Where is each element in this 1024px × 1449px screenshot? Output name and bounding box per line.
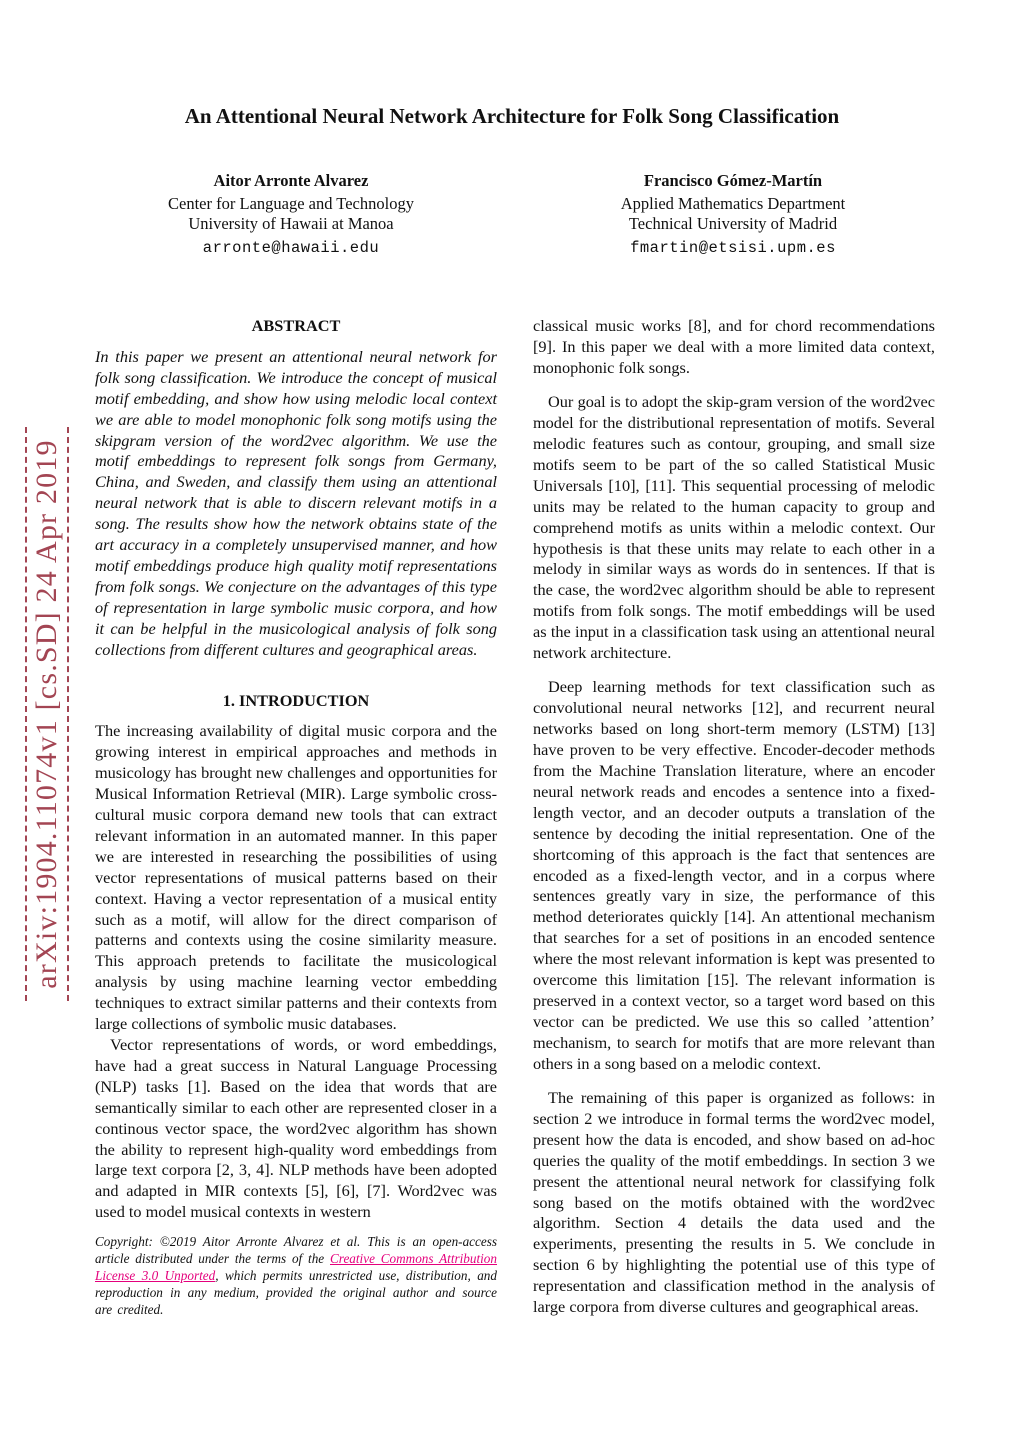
arxiv-watermark-link[interactable]: arXiv:1904.11074v1 [cs.SD] 24 Apr 2019 — [25, 427, 69, 1000]
two-column-body — [95, 316, 935, 1318]
author-email: arronte@hawaii.edu — [202, 238, 380, 257]
author-block-left — [70, 171, 512, 258]
author-affiliation: Applied Mathematics Department — [620, 193, 846, 213]
cc-license-link[interactable]: Creative Commons Attribution License 3.0 Unported — [95, 1251, 497, 1283]
author-email: fmartin@etsisi.upm.es — [630, 238, 836, 257]
right-column — [533, 316, 935, 1318]
body-paragraph: The remaining of this paper is organized as follows: in section 2 we introduce in formal terms the word2vec model, present how the data is encoded, and show based on ad-hoc queries the quality of the motif embeddings. In section 3 we present the attentional neural network for classifying folk song based on the motifs obtained with the word2vec algorithm. Section 4 details the data used and the experiments, presenting the results in 5. We conclude in section 6 by highlighting the potential use of this type of representation and classification method in the analysis of large corpora from diverse cultures and geographical areas. — [533, 1088, 935, 1317]
author-blocks — [70, 171, 954, 258]
body-paragraph: classical music works [8], and for chord recommendations [9]. In this paper we deal with a more limited data context, monophonic folk songs. — [533, 316, 935, 377]
author-affiliation: University of Hawaii at Manoa — [188, 214, 394, 233]
author-name: Francisco Gómez-Martín — [643, 171, 823, 190]
abstract-text: In this paper we present an attentional neural network for folk song classification. We introduce the concept of musical motif embedding, and show how using melodic local context we are able to model monophonic folk song motifs using the skipgram version of the word2vec algorithm. We use the motif embeddings to represent folk songs from Germany, China, and Sweden, and classify them using an attentional neural network that is able to discern relevant motifs in a song. The results show how the network obtains state of the art accuracy in a completely unsupervised manner, and how motif embeddings produce high quality motif representations from folk songs. We conjecture on the advantages of this type of representation in large symbolic music corpora, and how it can be helpful in the musicological analysis of folk song collections from different cultures and geographical areas. — [95, 346, 497, 659]
intro-paragraph: Vector representations of words, or word embeddings, have had a great success in Natural Language Processing (NLP) tasks [1]. Based on the idea that words that are semantically similar to each other are represented closer in a continous vector space, the word2vec algorithm has shown the ability to represent high-quality word embeddings from large text corpora [2, 3, 4]. NLP methods have been adopted and adapted in MIR contexts [5], [6], [7]. Word2vec was used to model musical contexts in western — [95, 1035, 497, 1222]
author-block-right — [512, 171, 954, 258]
author-affiliation: Center for Language and Technology — [168, 193, 414, 213]
body-paragraph: Our goal is to adopt the skip-gram version of the word2vec model for the distributional representation of motifs. Several melodic features such as contour, grouping, and small size motifs seem to be part of the so called Statistical Music Universals [10], [11]. This sequential processing of melodic units may be related to the human capacity to group and comprehend motifs as units within a melodic context. Our hypothesis is that these units may relate to each other in a melody in similar ways as words do in sentences. If that is the case, the word2vec algorithm should be able to represent motifs from folk songs. The motif embeddings will be used as the input in a classification task using an attentional neural network architecture. — [533, 392, 935, 663]
left-column — [95, 316, 497, 1318]
paper-header — [0, 0, 1024, 258]
copyright-text-pre: Copyright: ©2019 Aitor Arronte Alvarez et al. This is an open-access article distributed under the terms of the — [95, 1234, 497, 1266]
abstract-heading: ABSTRACT — [251, 316, 341, 335]
author-name: Aitor Arronte Alvarez — [213, 171, 369, 190]
copyright-text-post: , which permits unrestricted use, distribution, and reproduction in any medium, provided the original author and source are credited. — [95, 1268, 497, 1317]
paper-title: An Attentional Neural Network Architecture for Folk Song Classification — [184, 104, 840, 128]
copyright-notice — [95, 1233, 497, 1318]
introduction-heading: 1. INTRODUCTION — [222, 690, 370, 710]
intro-paragraph: The increasing availability of digital music corpora and the growing interest in empirical approaches and methods in musicology has brought new challenges and opportunities for Musical Information Retrieval (MIR). Large symbolic cross-cultural music corpora demand new tools that can extract relevant information in an automated manner. In this paper we are interested in researching the possibilities of using vector representations of musical patterns based on their context. Having a vector representation of a musical entity such as a motif, will allow for the direct comparison of patterns and contexts using the cosine similarity measure. This approach pretends to facilitate the musicological analysis by using machine learning vector embedding techniques to extract similar patterns and their contexts from large collections of symbolic music databases. — [95, 721, 497, 1034]
body-paragraph: Deep learning methods for text classification such as convolutional neural networks [12], and recurrent neural networks based on long short-term memory (LSTM) [13] have proven to be very effective. Encoder-decoder methods from the Machine Translation literature, where an encoder neural network reads and encodes a sentence into a fixed-length vector, and an decoder outputs a translation of the sentence by decoding the initial representation. One of the shortcoming of this approach is the fact that sentences are encoded as a fixed-length vector, and in a corpus where sentences greatly vary in size, the performance of this method deteriorates quickly [14]. An attentional mechanism that searches for a set of positions in an encoded sentence where the most relevant information is kept was presented to overcome this limitation [15]. The relevant information is preserved in a context vector, so a target word based on this vector can be predicted. We use this so called ’attention’ mechanism, to search for motifs that are more relevant than others in a song based on a melodic context. — [533, 677, 935, 1073]
author-affiliation: Technical University of Madrid — [628, 214, 838, 233]
